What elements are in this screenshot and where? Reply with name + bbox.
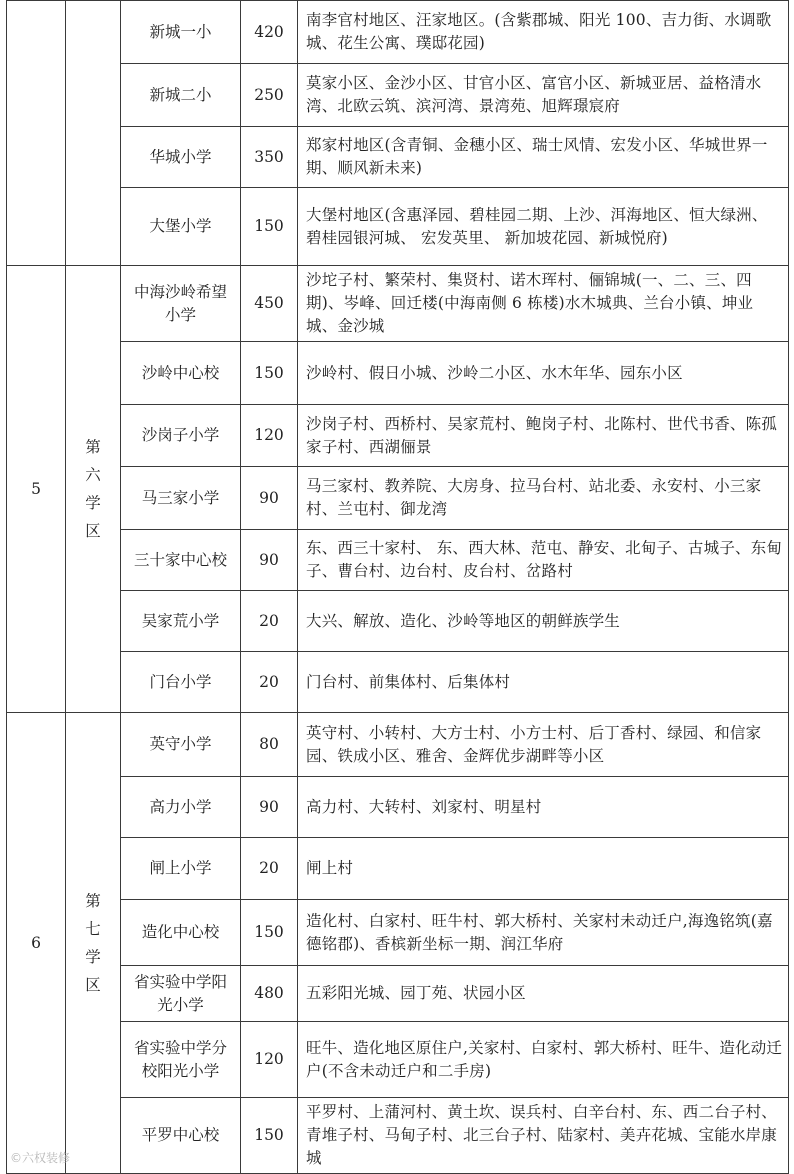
school-name: 省实验中学阳光小学	[121, 966, 241, 1022]
catchment-area: 平罗村、上蒲河村、黄土坎、误兵村、白辛台村、东、西二台子村、青堆子村、马甸子村、北三台子村、陆家村、美卉花城、宝能水岸康城	[298, 1098, 789, 1174]
catchment-area: 造化村、白家村、旺牛村、郭大桥村、关家村未动迁户,海逸铭筑(嘉德铭郡)、香槟新坐标一期、润江华府	[298, 900, 789, 966]
enrollment-quota: 120	[241, 405, 298, 467]
enrollment-quota: 20	[241, 591, 298, 652]
school-name: 马三家小学	[121, 467, 241, 530]
enrollment-quota: 90	[241, 467, 298, 530]
table-row	[7, 1098, 789, 1174]
row-number-cell: 5	[7, 266, 66, 713]
school-district-table	[6, 0, 789, 1174]
enrollment-quota: 90	[241, 777, 298, 838]
table-row	[7, 530, 789, 591]
table-row	[7, 838, 789, 900]
enrollment-quota: 350	[241, 127, 298, 188]
catchment-area: 大兴、解放、造化、沙岭等地区的朝鲜族学生	[298, 591, 789, 652]
school-name: 省实验中学分校阳光小学	[121, 1022, 241, 1098]
enrollment-quota: 450	[241, 266, 298, 342]
catchment-area: 东、西三十家村、 东、西大林、范屯、静安、北甸子、古城子、东甸子、曹台村、边台村、皮台村、岔路村	[298, 530, 789, 591]
school-name: 造化中心校	[121, 900, 241, 966]
table-row	[7, 900, 789, 966]
enrollment-quota: 420	[241, 1, 298, 64]
enrollment-quota: 150	[241, 188, 298, 266]
catchment-area: 门台村、前集体村、后集体村	[298, 652, 789, 713]
school-name: 平罗中心校	[121, 1098, 241, 1174]
school-name: 新城一小	[121, 1, 241, 64]
catchment-area: 郑家村地区(含青铜、金穗小区、瑞士风情、宏发小区、华城世界一期、顺风新未来)	[298, 127, 789, 188]
row-number-cell	[7, 1, 66, 266]
catchment-area: 旺牛、造化地区原住户,关家村、白家村、郭大桥村、旺牛、造化动迁户(不含未动迁户和二手房)	[298, 1022, 789, 1098]
enrollment-quota: 20	[241, 652, 298, 713]
table-row	[7, 1022, 789, 1098]
table-row	[7, 64, 789, 127]
zone-label: 第七学区	[85, 892, 101, 994]
enrollment-quota: 120	[241, 1022, 298, 1098]
catchment-area: 大堡村地区(含惠泽园、碧桂园二期、上沙、洱海地区、恒大绿洲、 碧桂园银河城、 宏发英里、 新加坡花园、新城悦府)	[298, 188, 789, 266]
table-row	[7, 591, 789, 652]
enrollment-quota: 90	[241, 530, 298, 591]
zone-cell	[66, 1, 121, 266]
table-row	[7, 188, 789, 266]
enrollment-quota: 480	[241, 966, 298, 1022]
school-name: 三十家中心校	[121, 530, 241, 591]
row-number-cell: 6	[7, 713, 66, 1174]
school-name: 大堡小学	[121, 188, 241, 266]
enrollment-quota: 150	[241, 900, 298, 966]
enrollment-quota: 80	[241, 713, 298, 777]
school-name: 华城小学	[121, 127, 241, 188]
watermark: ©六权装修	[10, 1151, 71, 1165]
table-row	[7, 467, 789, 530]
table-row	[7, 342, 789, 405]
catchment-area: 高力村、大转村、刘家村、明星村	[298, 777, 789, 838]
school-name: 英守小学	[121, 713, 241, 777]
enrollment-quota: 150	[241, 1098, 298, 1174]
enrollment-quota: 150	[241, 342, 298, 405]
school-name: 门台小学	[121, 652, 241, 713]
table-row	[7, 405, 789, 467]
table-row	[7, 127, 789, 188]
enrollment-quota: 20	[241, 838, 298, 900]
school-name: 沙岭中心校	[121, 342, 241, 405]
zone-label: 第六学区	[85, 438, 101, 540]
table-row	[7, 652, 789, 713]
school-name: 闸上小学	[121, 838, 241, 900]
catchment-area: 莫家小区、金沙小区、甘官小区、富官小区、新城亚居、益格清水湾、北欧云筑、滨河湾、景湾苑、旭辉璟宸府	[298, 64, 789, 127]
catchment-area: 南李官村地区、汪家地区。(含紫郡城、阳光 100、吉力街、水调歌城、花生公寓、璞邸花园)	[298, 1, 789, 64]
catchment-area: 闸上村	[298, 838, 789, 900]
catchment-area: 沙岭村、假日小城、沙岭二小区、水木年华、园东小区	[298, 342, 789, 405]
catchment-area: 沙岗子村、西桥村、吴家荒村、鲍岗子村、北陈村、世代书香、陈孤家子村、西湖俪景	[298, 405, 789, 467]
table-row	[7, 266, 789, 342]
table-row	[7, 713, 789, 777]
catchment-area: 马三家村、教养院、大房身、拉马台村、站北委、永安村、小三家村、兰屯村、御龙湾	[298, 467, 789, 530]
enrollment-quota: 250	[241, 64, 298, 127]
catchment-area: 英守村、小转村、大方士村、小方士村、后丁香村、绿园、和信家园、铁成小区、雅舍、金辉优步湖畔等小区	[298, 713, 789, 777]
catchment-area: 沙坨子村、繁荣村、集贤村、诺木珲村、俪锦城(一、二、三、四期)、岑峰、回迁楼(中海南侧 6 栋楼)水木城典、兰台小镇、坤业城、金沙城	[298, 266, 789, 342]
table-row	[7, 966, 789, 1022]
school-name: 吴家荒小学	[121, 591, 241, 652]
zone-cell	[66, 266, 121, 713]
catchment-area: 五彩阳光城、园丁苑、状园小区	[298, 966, 789, 1022]
table-row	[7, 777, 789, 838]
school-name: 中海沙岭希望小学	[121, 266, 241, 342]
table-row	[7, 1, 789, 64]
zone-cell	[66, 713, 121, 1174]
school-name: 沙岗子小学	[121, 405, 241, 467]
school-name: 新城二小	[121, 64, 241, 127]
school-name: 高力小学	[121, 777, 241, 838]
